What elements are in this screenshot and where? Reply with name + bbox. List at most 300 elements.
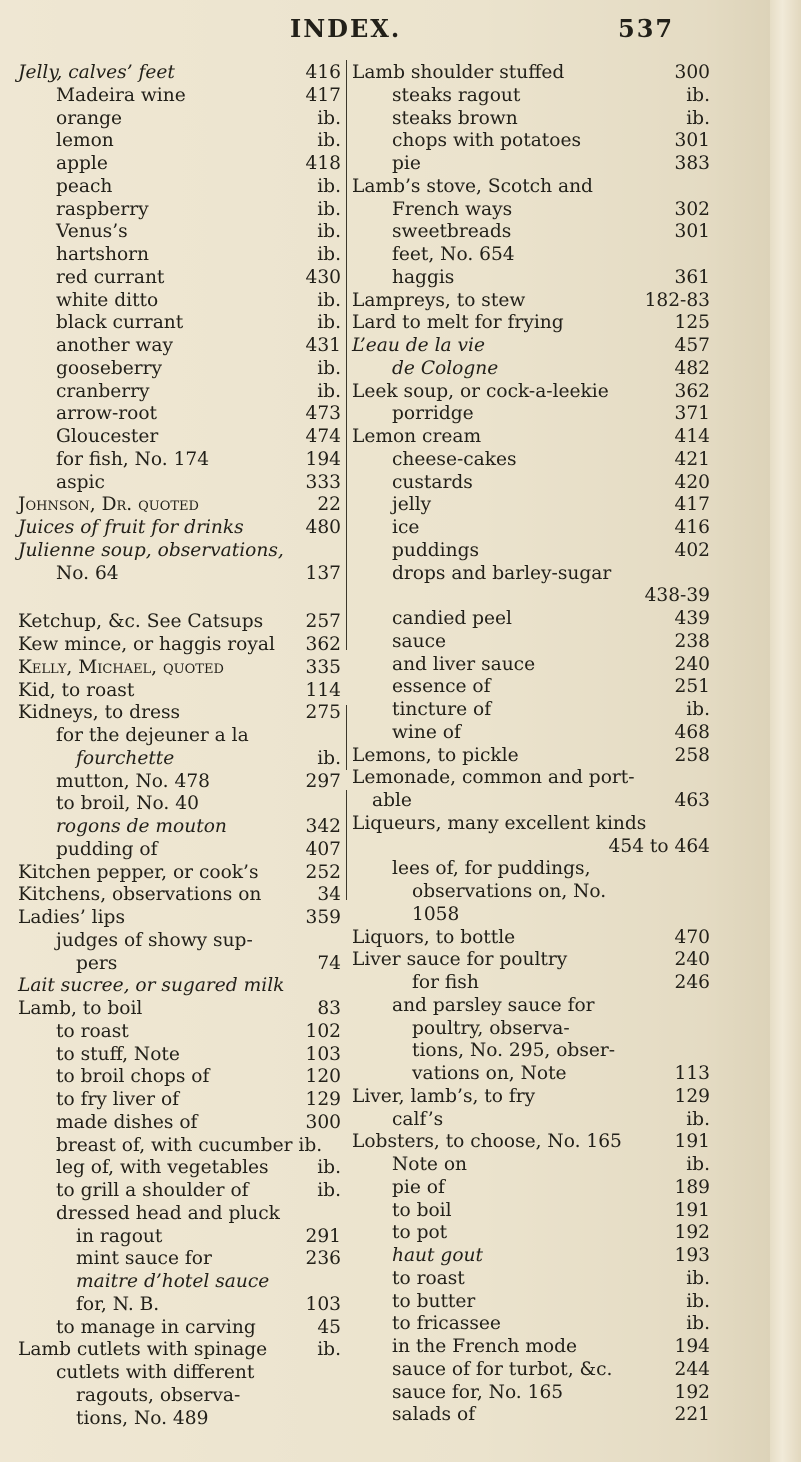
index-entry <box>18 680 341 703</box>
index-entry <box>352 1177 710 1200</box>
entry-text: Lemon cream <box>352 426 482 447</box>
entry-page: 192 <box>674 1222 710 1244</box>
index-entry <box>18 998 341 1021</box>
entry-text: Lampreys, to stew <box>352 289 526 311</box>
entry-page: 103 <box>305 1293 341 1315</box>
entry-page: 383 <box>674 153 710 174</box>
index-entry <box>352 449 710 472</box>
entry-text: 1058 <box>412 903 460 925</box>
entry-text: orange <box>56 107 123 129</box>
entry-text: L’eau de la vie <box>352 335 485 356</box>
entry-page: ib. <box>686 1313 710 1335</box>
index-entry <box>18 221 341 244</box>
index-entry <box>352 1109 710 1132</box>
index-entry <box>18 839 341 862</box>
entry-text: jelly <box>392 494 432 516</box>
entry-text: Lemons, to pickle <box>352 744 519 766</box>
entry-text: haggis <box>392 266 455 288</box>
entry-text: able <box>372 790 412 811</box>
entry-page: 439 <box>674 608 710 629</box>
entry-page: 120 <box>305 1066 341 1088</box>
entry-text: puddings <box>392 539 480 561</box>
entry-page: ib. <box>686 1108 710 1130</box>
index-entry <box>352 722 710 745</box>
entry-text: to stuff, Note <box>56 1043 180 1065</box>
entry-text: Venus’s <box>56 221 128 243</box>
index-entry <box>352 836 710 859</box>
entry-text: Note on <box>392 1154 468 1175</box>
entry-text: Kitchens, observations on <box>18 884 262 906</box>
entry-page: 244 <box>674 1358 710 1380</box>
entry-text: Ketchup, &c. See Catsups <box>18 611 264 633</box>
entry-text: in the French mode <box>392 1336 577 1357</box>
entry-text: to broil, No. 40 <box>56 793 199 815</box>
index-entry <box>352 153 710 176</box>
entry-page: 113 <box>674 1063 710 1084</box>
index-entry <box>352 1063 710 1086</box>
entry-text: Lamb’s stove, Scotch and <box>352 175 593 197</box>
index-entry <box>352 85 710 108</box>
entry-text: to manage in carving <box>56 1316 256 1338</box>
entry-text: to fry liver of <box>56 1089 180 1110</box>
entry-page: 83 <box>317 998 341 1019</box>
entry-text: Liqueurs, many excellent kinds <box>352 812 647 834</box>
entry-text: dressed head and pluck <box>56 1202 280 1224</box>
entry-text: Lamb cutlets with spinage <box>18 1339 268 1361</box>
index-entry <box>18 862 341 885</box>
entry-text: chops with potatoes <box>392 130 582 152</box>
entry-page: 402 <box>674 539 710 561</box>
entry-text: for the dejeuner a la <box>56 725 249 746</box>
entry-text: and parsley sauce for <box>392 994 595 1016</box>
entry-page: 125 <box>674 312 710 334</box>
entry-text: Lard to melt for frying <box>352 312 564 334</box>
entry-text: fourchette <box>76 747 175 769</box>
index-entry <box>18 312 341 335</box>
page-number: 537 <box>618 14 675 43</box>
entry-page: 34 <box>317 884 341 906</box>
entry-text: custards <box>392 471 473 493</box>
index-entry <box>18 907 341 930</box>
index-entry <box>18 1180 341 1203</box>
entry-page: ib. <box>317 289 341 311</box>
entry-page: 418 <box>305 153 341 174</box>
entry-page: 431 <box>305 335 341 356</box>
index-entry <box>352 654 710 677</box>
entry-page: 416 <box>674 517 710 538</box>
entry-text: Juices of fruit for drinks <box>18 517 244 538</box>
entry-page: 362 <box>305 634 341 655</box>
page-edge <box>770 0 801 1462</box>
entry-page: ib. <box>686 699 710 720</box>
index-entry <box>352 1154 710 1177</box>
entry-page: 371 <box>674 403 710 425</box>
entry-page: 414 <box>674 426 710 447</box>
entry-text: French ways <box>392 198 513 220</box>
entry-page: 300 <box>674 62 710 83</box>
entry-text: leg of, with vegetables <box>56 1157 269 1179</box>
entry-text: judges of showy sup- <box>56 929 253 951</box>
entry-page: 189 <box>674 1176 710 1198</box>
entry-text: observations on, No. <box>412 881 607 902</box>
entry-page: 191 <box>674 1131 710 1153</box>
entry-page: 457 <box>674 335 710 356</box>
entry-page: 454 to 464 <box>608 835 710 857</box>
entry-text: sauce of for turbot, &c. <box>392 1358 613 1380</box>
entry-page: ib. <box>686 1267 710 1289</box>
index-entry <box>18 748 341 771</box>
entry-page: 193 <box>674 1245 710 1266</box>
entry-page: 416 <box>305 62 341 83</box>
entry-text: feet, No. 654 <box>392 244 515 265</box>
entry-page: 362 <box>674 380 710 402</box>
entry-page: 240 <box>674 653 710 675</box>
index-entry <box>352 1200 710 1223</box>
index-entry <box>18 426 341 449</box>
index-entry <box>18 816 341 839</box>
index-entry <box>18 1408 341 1431</box>
index-entry <box>352 767 710 790</box>
running-head: INDEX. <box>290 14 402 43</box>
entry-text: maitre d’hotel sauce <box>76 1271 270 1292</box>
index-entry <box>18 62 341 85</box>
index-entry <box>18 403 341 426</box>
entry-page: 463 <box>674 790 710 811</box>
index-entry <box>18 1339 341 1362</box>
index-entry <box>352 563 710 586</box>
index-entry <box>352 1131 710 1154</box>
index-entry <box>18 130 341 153</box>
index-entry <box>18 1112 341 1135</box>
entry-text: calf’s <box>392 1108 444 1130</box>
entry-text: Kelly, Michael, quoted <box>18 656 224 678</box>
entry-text: Liver, lamb’s, to fry <box>352 1085 536 1107</box>
entry-page: 257 <box>305 611 341 633</box>
index-entry <box>352 312 710 335</box>
index-entry <box>18 153 341 176</box>
index-entry <box>18 472 341 495</box>
entry-page: ib. <box>317 198 341 220</box>
entry-page: 468 <box>674 721 710 743</box>
index-entry <box>352 1018 710 1041</box>
entry-page: 191 <box>674 1199 710 1221</box>
index-entry <box>18 358 341 381</box>
entry-text: for, N. B. <box>76 1293 160 1315</box>
index-entry <box>18 930 341 953</box>
index-entry <box>18 176 341 199</box>
entry-page: ib. <box>317 175 341 197</box>
entry-page: 194 <box>674 1336 710 1357</box>
index-entry <box>352 1040 710 1063</box>
entry-page: 258 <box>674 744 710 766</box>
entry-text: peach <box>56 175 113 197</box>
index-entry <box>18 1044 341 1067</box>
entry-page: 137 <box>305 562 341 584</box>
entry-text: in ragout <box>76 1225 163 1247</box>
index-entry <box>18 108 341 131</box>
index-entry <box>352 995 710 1018</box>
entry-page: 302 <box>674 198 710 220</box>
index-entry <box>18 1248 341 1271</box>
entry-text: porridge <box>392 403 474 425</box>
index-entry <box>352 358 710 381</box>
index-entry <box>352 745 710 768</box>
index-entry <box>18 725 341 748</box>
entry-page: ib. <box>317 1339 341 1361</box>
entry-page: 421 <box>674 448 710 470</box>
entry-text: breast of, with cucumber ib. <box>56 1134 323 1156</box>
index-entry <box>352 881 710 904</box>
index-entry <box>352 1268 710 1291</box>
entry-text: hartshorn <box>56 244 149 265</box>
index-entry <box>18 657 341 680</box>
entry-text: to roast <box>56 1020 129 1042</box>
index-entry <box>18 884 341 907</box>
entry-page: 480 <box>305 517 341 538</box>
entry-text: raspberry <box>56 198 149 220</box>
entry-text: to fricassee <box>392 1313 501 1335</box>
entry-text: haut gout <box>392 1245 483 1266</box>
entry-page: 335 <box>305 656 341 678</box>
entry-text: salads of <box>392 1404 476 1426</box>
entry-page: 333 <box>305 471 341 493</box>
entry-text: sauce for, No. 165 <box>392 1381 564 1403</box>
entry-text: and liver sauce <box>392 653 536 675</box>
entry-text: to grill a shoulder of <box>56 1180 249 1201</box>
index-entry <box>352 540 710 563</box>
entry-page: 342 <box>305 816 341 837</box>
entry-text: to broil chops of <box>56 1066 210 1088</box>
index-entry <box>352 699 710 722</box>
entry-page: 103 <box>305 1043 341 1065</box>
index-entry <box>352 1336 710 1359</box>
entry-text: to boil <box>392 1199 452 1221</box>
entry-page: ib. <box>686 1154 710 1175</box>
entry-text: Kitchen pepper, or cook’s <box>18 861 259 883</box>
entry-page: 359 <box>305 907 341 928</box>
entry-text: another way <box>56 335 174 356</box>
entry-page: ib. <box>317 357 341 379</box>
index-entry <box>352 517 710 540</box>
column-rule <box>346 790 347 900</box>
index-entry <box>18 975 341 998</box>
entry-page: 252 <box>305 861 341 883</box>
entry-text: gooseberry <box>56 357 163 379</box>
entry-text: vations on, Note <box>412 1063 567 1084</box>
entry-page: 291 <box>305 1225 341 1247</box>
entry-text: steaks brown <box>392 107 518 129</box>
entry-page: 221 <box>674 1404 710 1426</box>
index-entry <box>18 1157 341 1180</box>
entry-text: cheese-cakes <box>392 448 517 470</box>
index-entry <box>18 85 341 108</box>
entry-page: 438-39 <box>644 585 710 607</box>
entry-text: Leek soup, or cock-a-leekie <box>352 380 609 402</box>
entry-text: Lobsters, to choose, No. 165 <box>352 1131 622 1153</box>
index-entry <box>352 608 710 631</box>
index-entry <box>18 1135 341 1158</box>
entry-text: pie of <box>392 1176 445 1198</box>
index-entry <box>18 199 341 222</box>
index-column-left <box>18 62 341 1430</box>
index-entry <box>352 790 710 813</box>
index-entry <box>352 904 710 927</box>
index-entry <box>352 858 710 881</box>
entry-text: pie <box>392 153 421 174</box>
index-entry <box>352 1291 710 1314</box>
entry-text: Lamb shoulder stuffed <box>352 62 565 83</box>
index-entry <box>352 631 710 654</box>
entry-text: sweetbreads <box>392 221 512 243</box>
entry-page: ib. <box>317 130 341 152</box>
index-entry <box>352 426 710 449</box>
index-entry <box>18 449 341 472</box>
entry-page: 102 <box>305 1020 341 1042</box>
entry-page: 114 <box>305 679 341 701</box>
entry-text: Lait sucree, or sugared milk <box>18 975 285 997</box>
entry-text: de Cologne <box>392 357 499 379</box>
index-entry <box>352 335 710 358</box>
entry-page: 407 <box>305 838 341 860</box>
entry-text: Jelly, calves’ feet <box>18 62 175 83</box>
entry-page: 420 <box>674 471 710 493</box>
entry-text: aspic <box>56 471 105 493</box>
entry-text: Liver sauce for poultry <box>352 949 568 971</box>
entry-page: 192 <box>674 1381 710 1403</box>
entry-page: ib. <box>317 107 341 129</box>
entry-page: ib. <box>317 312 341 334</box>
entry-page: 240 <box>674 949 710 971</box>
index-entry <box>18 290 341 313</box>
index-entry <box>352 267 710 290</box>
entry-text: drops and barley-sugar <box>392 562 612 584</box>
index-entry <box>18 1203 341 1226</box>
entry-page: 129 <box>305 1089 341 1110</box>
index-entry <box>18 611 341 634</box>
index-entry <box>352 813 710 836</box>
index-column-right <box>352 62 710 1427</box>
entry-text: arrow-root <box>56 403 158 425</box>
entry-text: cutlets with different <box>56 1362 255 1383</box>
entry-page: 417 <box>674 494 710 516</box>
index-entry <box>352 1313 710 1336</box>
entry-text: cranberry <box>56 380 150 402</box>
entry-text: steaks ragout <box>392 84 521 106</box>
index-entry <box>18 1021 341 1044</box>
index-entry <box>352 403 710 426</box>
index-entry <box>352 221 710 244</box>
entry-page: 74 <box>317 952 341 974</box>
entry-text: Kew mince, or haggis royal <box>18 634 275 655</box>
index-entry <box>18 267 341 290</box>
index-entry <box>352 585 710 608</box>
entry-text: ice <box>392 517 420 538</box>
index-entry <box>18 585 341 611</box>
index-entry <box>352 1222 710 1245</box>
index-entry <box>18 1226 341 1249</box>
index-entry <box>18 793 341 816</box>
index-entry <box>352 676 710 699</box>
entry-page: 246 <box>674 972 710 993</box>
entry-page: 275 <box>305 702 341 724</box>
index-entry <box>352 472 710 495</box>
index-entry <box>18 1066 341 1089</box>
index-entry <box>18 563 341 586</box>
entry-page: ib. <box>317 244 341 265</box>
entry-text: Ladies’ lips <box>18 907 125 928</box>
entry-text: pers <box>76 952 118 974</box>
entry-text: wine of <box>392 721 461 743</box>
entry-text: tincture of <box>392 699 492 720</box>
entry-text: Julienne soup, observations, <box>18 539 284 561</box>
entry-text: to pot <box>392 1222 448 1244</box>
index-entry <box>352 1382 710 1405</box>
entry-text: Gloucester <box>56 426 159 447</box>
index-entry <box>18 494 341 517</box>
entry-page: ib. <box>317 747 341 769</box>
entry-page: 474 <box>305 426 341 447</box>
entry-text: Madeira wine <box>56 84 186 106</box>
entry-page: 129 <box>674 1085 710 1107</box>
entry-text: pudding of <box>56 838 158 860</box>
index-entry <box>352 972 710 995</box>
index-entry <box>18 1294 341 1317</box>
index-entry <box>18 1271 341 1294</box>
entry-page: 473 <box>305 403 341 425</box>
index-entry <box>18 381 341 404</box>
entry-text: to butter <box>392 1290 476 1312</box>
entry-page: 297 <box>305 770 341 792</box>
index-entry <box>18 540 341 563</box>
index-entry <box>352 1404 710 1427</box>
entry-text: essence of <box>392 676 491 698</box>
index-entry <box>352 949 710 972</box>
entry-text: No. 64 <box>56 562 119 584</box>
entry-page: ib. <box>317 221 341 243</box>
entry-text: candied peel <box>392 608 512 629</box>
entry-page: ib. <box>686 107 710 129</box>
entry-page: 182-83 <box>644 289 710 311</box>
entry-text: tions, No. 489 <box>76 1407 209 1429</box>
column-rule <box>346 705 347 770</box>
index-entry <box>352 244 710 267</box>
entry-text: Johnson, Dr. quoted <box>18 494 199 516</box>
index-entry <box>18 1385 341 1408</box>
entry-text: lemon <box>56 130 114 152</box>
entry-text: to roast <box>392 1267 465 1289</box>
entry-text: mutton, No. 478 <box>56 770 210 792</box>
index-entry <box>18 634 341 657</box>
index-entry <box>18 1362 341 1385</box>
entry-text: Kidneys, to dress <box>18 702 181 724</box>
entry-text: black currant <box>56 312 184 334</box>
index-entry <box>352 381 710 404</box>
column-rule <box>346 60 347 650</box>
entry-page: 301 <box>674 221 710 243</box>
entry-page: 361 <box>674 266 710 288</box>
index-entry <box>352 927 710 950</box>
index-entry <box>352 1086 710 1109</box>
index-entry <box>352 176 710 199</box>
entry-text: sauce <box>392 630 447 652</box>
index-entry <box>352 108 710 131</box>
index-entry <box>352 494 710 517</box>
entry-page: ib. <box>686 84 710 106</box>
index-entry <box>352 130 710 153</box>
entry-page: ib. <box>686 1290 710 1312</box>
index-entry <box>352 1245 710 1268</box>
entry-page: 45 <box>317 1316 341 1338</box>
